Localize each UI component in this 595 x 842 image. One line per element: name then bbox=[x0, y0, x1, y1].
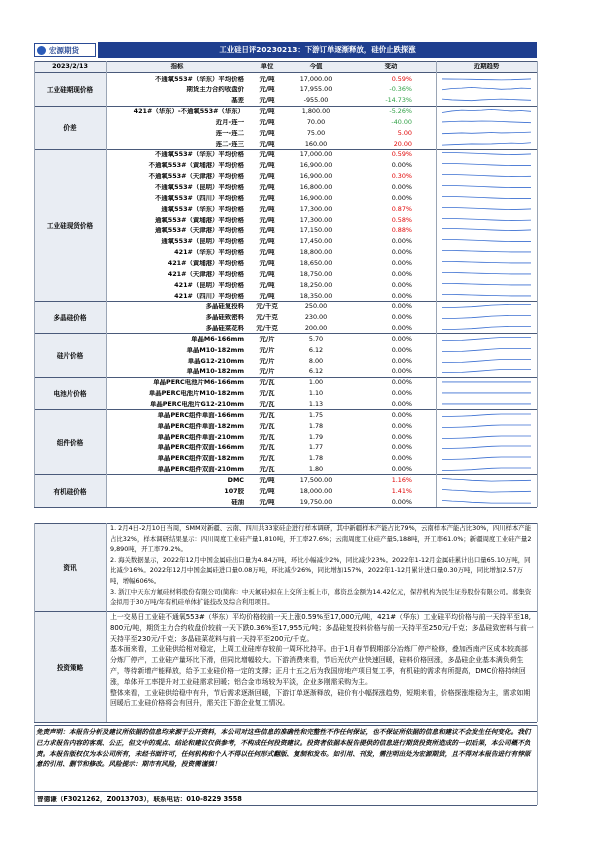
unit: 元/千克 bbox=[256, 303, 278, 310]
trend-sparkline bbox=[442, 324, 531, 332]
unit: 元/吨 bbox=[259, 184, 275, 191]
current-value: 16,900.00 bbox=[299, 173, 333, 180]
indicator-name: 单晶PERC电池片G12-210mm bbox=[149, 401, 244, 408]
trend-line bbox=[442, 370, 531, 373]
current-value: 1.13 bbox=[308, 401, 324, 408]
grid-line bbox=[537, 523, 538, 722]
unit: 元/吨 bbox=[259, 162, 275, 169]
trend-sparkline bbox=[442, 400, 531, 408]
current-value: 160.00 bbox=[304, 140, 328, 147]
category-label: 硅片价格 bbox=[34, 333, 106, 376]
current-value: 1.00 bbox=[308, 379, 324, 386]
change-value: 1.41% bbox=[391, 487, 412, 495]
grid-line bbox=[34, 523, 35, 722]
trend-sparkline bbox=[442, 335, 531, 343]
trend-sparkline bbox=[442, 150, 531, 158]
trend-sparkline bbox=[442, 292, 531, 300]
unit: 元/吨 bbox=[259, 270, 275, 278]
trend-line bbox=[442, 283, 531, 285]
current-value: 1.78 bbox=[308, 422, 324, 430]
trend-sparkline bbox=[442, 389, 531, 397]
change-value: 0.00% bbox=[391, 238, 412, 245]
current-value: 17,000.00 bbox=[299, 151, 333, 158]
current-value: 17,000.00 bbox=[299, 75, 333, 82]
current-value: 8.00 bbox=[308, 357, 324, 364]
change-value: 0.00% bbox=[391, 379, 412, 386]
trend-sparkline bbox=[442, 107, 531, 115]
change-value: 0.00% bbox=[391, 259, 412, 267]
trend-sparkline bbox=[442, 226, 531, 234]
trend-sparkline bbox=[442, 75, 531, 83]
trend-sparkline bbox=[442, 281, 531, 289]
current-value: 1,800.00 bbox=[301, 108, 331, 115]
unit: 元/吨 bbox=[259, 216, 275, 223]
trend-line bbox=[442, 272, 531, 274]
strategy-paragraph: 整体来看，工业硅供给稳中有升，节后需求逐渐回暖，下游订单逐渐释放，硅价有小幅探涨趋势，短期来看，价格探涨维稳为主，需求如期回暖后工业硅价格将会有回升，需关注下游企业复工情况。 bbox=[110, 688, 531, 708]
indicator-name: 通氧553#（昆明）平均价格 bbox=[161, 238, 244, 245]
trend-sparkline bbox=[442, 346, 531, 354]
trend-sparkline bbox=[442, 205, 531, 213]
indicator-name: 单晶PERC电池片M10-182mm bbox=[148, 390, 244, 397]
grid-line bbox=[34, 722, 537, 723]
unit: 元/吨 bbox=[259, 487, 275, 495]
current-value: 17,450.00 bbox=[299, 238, 333, 245]
current-value: -955.00 bbox=[303, 97, 329, 104]
grid-line bbox=[34, 72, 537, 73]
trend-line bbox=[442, 153, 531, 155]
trend-sparkline bbox=[442, 129, 531, 137]
trend-line bbox=[442, 132, 531, 134]
indicator-name: 单晶M10-182mm bbox=[186, 346, 244, 354]
current-value: 18,000.00 bbox=[299, 487, 333, 495]
grid-line bbox=[34, 725, 537, 726]
indicator-name: 421#（黄埔港）平均价格 bbox=[167, 259, 244, 267]
grid-line bbox=[34, 805, 537, 806]
indicator-name: 单晶M10-182mm bbox=[186, 368, 244, 375]
current-value: 1.75 bbox=[308, 411, 324, 419]
change-value: 0.00% bbox=[391, 314, 412, 321]
info-paragraph: 2. 海关数据显示，2022年12月中国金属硅出口量为4.84万吨，环比小幅减少2%，同比减少23%。2022年1-12月金属硅累计出口量65.10万吨，同比减少16%。2022年12月中国金属硅进口量0.08万吨，环比减少26%，同比增加157%，2022年1-12月累计进口量0.30万吨，同比增加2.57万吨，增幅606%。 bbox=[110, 555, 531, 585]
unit: 元/吨 bbox=[259, 108, 275, 115]
change-value: 0.00% bbox=[391, 401, 412, 408]
indicator-name: DMC bbox=[227, 476, 244, 484]
grid-line bbox=[34, 474, 537, 475]
trend-sparkline bbox=[442, 454, 531, 462]
current-value: 230.00 bbox=[304, 314, 328, 321]
trend-line bbox=[442, 457, 531, 460]
current-value: 17,300.00 bbox=[299, 216, 333, 223]
trend-sparkline bbox=[442, 270, 531, 278]
unit: 元/瓦 bbox=[259, 390, 275, 397]
change-value: 5.00 bbox=[397, 129, 412, 137]
unit: 元/瓦 bbox=[259, 401, 275, 408]
change-value: 0.00% bbox=[391, 335, 412, 343]
trend-sparkline bbox=[442, 498, 531, 506]
unit: 元/吨 bbox=[259, 476, 275, 484]
trend-line bbox=[442, 78, 531, 79]
info-text bbox=[110, 523, 534, 611]
grid-line bbox=[34, 149, 537, 150]
trend-line bbox=[442, 337, 531, 340]
change-value: 0.00% bbox=[391, 303, 412, 310]
indicator-name: 硅油 bbox=[231, 498, 244, 506]
indicator-name: 单晶PERC电池片M6-166mm bbox=[153, 379, 244, 386]
indicator-name: 不通氧553#（四川）平均价格 bbox=[155, 194, 244, 202]
trend-sparkline bbox=[442, 140, 531, 148]
current-value: 16,900.00 bbox=[299, 162, 333, 169]
indicator-name: 单晶G12-210mm bbox=[187, 357, 244, 364]
trend-sparkline bbox=[442, 216, 531, 224]
grid-line bbox=[34, 106, 537, 107]
current-value: 1.78 bbox=[308, 455, 324, 462]
indicator-name: 多晶硅复投料 bbox=[205, 303, 244, 310]
indicator-name: 通氧553#（华东）平均价格 bbox=[161, 205, 244, 213]
grid-line bbox=[34, 61, 537, 62]
grid-line bbox=[34, 301, 537, 302]
trend-line bbox=[442, 326, 531, 329]
unit: 元/吨 bbox=[259, 259, 275, 267]
trend-sparkline bbox=[442, 118, 531, 126]
trend-line bbox=[442, 142, 531, 144]
grid-line bbox=[34, 611, 537, 612]
trend-line bbox=[442, 218, 531, 220]
trend-sparkline bbox=[442, 422, 531, 430]
trend-line bbox=[442, 446, 531, 449]
change-value: 0.00% bbox=[391, 162, 412, 169]
trend-sparkline bbox=[442, 96, 531, 104]
current-value: 250.00 bbox=[304, 303, 328, 310]
unit: 元/瓦 bbox=[259, 466, 275, 473]
indicator-name: 421#（华东）平均价格 bbox=[174, 249, 244, 256]
current-value: 17,300.00 bbox=[299, 205, 333, 213]
trend-sparkline bbox=[442, 259, 531, 267]
unit: 元/吨 bbox=[259, 238, 275, 245]
trend-line bbox=[442, 88, 531, 90]
unit: 元/吨 bbox=[259, 292, 275, 299]
indicator-name: 连一-连二 bbox=[215, 129, 244, 137]
change-value: -14.73% bbox=[385, 97, 412, 104]
unit: 元/瓦 bbox=[259, 433, 275, 440]
trend-sparkline bbox=[442, 433, 531, 441]
trend-sparkline bbox=[442, 313, 531, 321]
trend-line bbox=[442, 489, 531, 492]
current-value: 18,750.00 bbox=[299, 270, 333, 278]
trend-line bbox=[442, 240, 531, 242]
indicator-name: 421#（天津港）平均价格 bbox=[167, 270, 244, 278]
trend-sparkline bbox=[442, 476, 531, 484]
trend-sparkline bbox=[442, 237, 531, 245]
trend-sparkline bbox=[442, 85, 531, 93]
change-value: 0.00% bbox=[391, 411, 412, 419]
trend-sparkline bbox=[442, 378, 531, 386]
current-value: 1.10 bbox=[308, 390, 324, 397]
indicator-name: 单晶PERC组件单面-166mm bbox=[157, 411, 244, 419]
trend-sparkline bbox=[442, 357, 531, 365]
change-value: -0.36% bbox=[389, 86, 412, 93]
change-value: 0.00% bbox=[391, 368, 412, 375]
trend-line bbox=[442, 261, 531, 263]
current-value: 19,750.00 bbox=[299, 498, 333, 506]
trend-sparkline bbox=[442, 183, 531, 191]
indicator-name: 多晶硅致密料 bbox=[205, 314, 244, 321]
current-value: 17,500.00 bbox=[299, 476, 333, 484]
unit: 元/瓦 bbox=[259, 379, 275, 386]
indicator-name: 不通氧553#（华东）平均价格 bbox=[155, 75, 244, 82]
trend-sparkline bbox=[442, 248, 531, 256]
trend-line bbox=[442, 121, 531, 123]
trend-line bbox=[442, 359, 531, 362]
unit: 元/吨 bbox=[259, 173, 275, 180]
trend-line bbox=[442, 196, 531, 198]
indicator-name: 近月-连一 bbox=[215, 118, 244, 126]
current-value: 6.12 bbox=[308, 346, 324, 354]
change-value: 0.00% bbox=[391, 184, 412, 191]
unit: 元/瓦 bbox=[259, 422, 275, 430]
header-unit: 单位 bbox=[260, 63, 274, 70]
current-value: 1.80 bbox=[308, 466, 324, 473]
strategy-paragraph: 上一交易日工业硅不通氧553#（华东）平均价格较前一天上涨0.59%至17,000元/吨，421#（华东）工业硅平均价格与前一天持平至18,800元/吨，期货主力合约收盘价较前一天下跌0.36%至17,955元/吨；多晶硅复投料价格与前一天持平至250元/千克；多晶硅致密料与前一天持平至230元/千克；多晶硅菜花料与前一天持平至200元/千克。 bbox=[110, 613, 534, 643]
unit: 元/片 bbox=[259, 346, 275, 354]
indicator-name: 单晶PERC组件单面-210mm bbox=[157, 433, 244, 440]
change-value: 0.00% bbox=[391, 444, 412, 451]
change-value: 0.30% bbox=[391, 173, 412, 180]
trend-sparkline bbox=[442, 302, 531, 310]
trend-sparkline bbox=[442, 194, 531, 202]
trend-line bbox=[442, 414, 531, 417]
current-value: 70.00 bbox=[306, 118, 326, 126]
indicator-name: 单晶PERC组件双面-166mm bbox=[157, 444, 244, 451]
trend-line bbox=[442, 305, 531, 308]
trend-line bbox=[442, 229, 531, 231]
info-paragraph: 3. 浙江中天东方氟硅材料股份有限公司(简称：中天氟硅)拟在上交所主板上市，募资总金额为14.42亿元，保荐机构为民生证券股份有限公司。募集资金拟用于30万吨/年有机硅单体扩能技改及综合利用项目。 bbox=[110, 587, 532, 607]
info-paragraph: 1. 2月4日-2月10日当周，SMM对新疆、云南、四川共33家硅企进行样本调研，其中新疆样本产能占比79%，云南样本产能占比30%，四川样本产能占比32%，样本调研结果显示：四川周度工业硅产量1,810吨，开工率27.6%；云南周度工业硅产量5,188吨，开工率61.0%；新疆周度工业硅产量29,890吨，开工率79.2%。 bbox=[110, 524, 532, 554]
header-date: 2023/2/13 bbox=[52, 63, 88, 70]
current-value: 18,350.00 bbox=[299, 292, 333, 299]
trend-line bbox=[442, 478, 531, 481]
report-title: 工业硅日评20230213：下游订单逐渐释放，硅价止跌探涨 bbox=[219, 45, 416, 54]
indicator-name: 多晶硅菜花料 bbox=[205, 325, 244, 332]
strategy-paragraph: 基本面来看，工业硅供给相对稳定，上周工业硅库存较前一周环比持平。由于1月春节假期部分冶炼厂停产检修，叠加西南产区成本较高部分炼厂停产，工业硅产量环比下滑，但同比增幅较大。下游消费来看，节后光伏产业快速回暖，硅料价格回涨，多晶硅企业基本满负荷生产，等待新增产能释放，给予工业硅价格一定的支撑；正月十五之后为我国房地产项目复工季，有机硅的需求有所提高，DMC价格持续回涨，单体开工率提升对工业硅需求回暖；铝合金市场较为平淡，企业多刚需采购为主。 bbox=[110, 645, 528, 686]
indicator-name: 连二-连三 bbox=[215, 140, 244, 147]
indicator-name: 单晶M6-166mm bbox=[191, 335, 244, 343]
unit: 元/吨 bbox=[259, 281, 275, 289]
change-value: -5.26% bbox=[389, 108, 412, 115]
trend-sparkline bbox=[442, 465, 531, 473]
trend-sparkline bbox=[442, 487, 531, 495]
indicator-name: 107胶 bbox=[224, 487, 244, 495]
unit: 元/片 bbox=[259, 357, 275, 364]
unit: 元/吨 bbox=[259, 118, 275, 126]
category-label: 工业硅现货价格 bbox=[34, 149, 106, 301]
indicator-name: 通氧553#（黄埔港）平均价格 bbox=[155, 216, 244, 223]
indicator-name: 421#（华东）-不通氧553#（华东） bbox=[133, 108, 244, 115]
unit: 元/吨 bbox=[259, 227, 275, 234]
trend-line bbox=[442, 436, 531, 439]
current-value: 6.12 bbox=[308, 368, 324, 375]
grid-line bbox=[106, 61, 107, 507]
unit: 元/瓦 bbox=[259, 455, 275, 462]
change-value: 0.59% bbox=[391, 151, 412, 158]
grid-line bbox=[106, 523, 107, 722]
current-value: 18,800.00 bbox=[299, 249, 333, 256]
strategy-category: 投资策略 bbox=[34, 612, 106, 722]
trend-line bbox=[442, 207, 531, 209]
change-value: 0.00% bbox=[391, 281, 412, 289]
unit: 元/瓦 bbox=[259, 444, 275, 451]
grid-line bbox=[34, 791, 537, 792]
grid-line bbox=[537, 725, 538, 805]
indicator-name: 不通氧553#（华东）平均价格 bbox=[155, 151, 244, 158]
current-value: 1.79 bbox=[308, 433, 324, 440]
header-indicator: 指标 bbox=[170, 63, 184, 70]
unit: 元/瓦 bbox=[259, 411, 275, 419]
trend-line bbox=[442, 174, 531, 176]
indicator-name: 不通氧553#（黄埔港）平均价格 bbox=[148, 162, 244, 169]
current-value: 200.00 bbox=[304, 325, 328, 332]
grid-line bbox=[34, 507, 537, 508]
current-value: 18,250.00 bbox=[299, 281, 333, 289]
change-value: 0.00% bbox=[391, 249, 412, 256]
grid-line bbox=[34, 377, 537, 378]
current-value: 16,800.00 bbox=[299, 184, 333, 191]
change-value: 0.58% bbox=[391, 216, 412, 223]
change-value: 0.00% bbox=[391, 325, 412, 332]
unit: 元/吨 bbox=[259, 140, 275, 147]
logo-text: 宏源期货 bbox=[49, 46, 79, 55]
indicator-name: 421#（四川）平均价格 bbox=[174, 292, 244, 299]
grid-line bbox=[34, 409, 537, 410]
grid-line bbox=[34, 725, 35, 805]
change-value: 1.16% bbox=[391, 476, 412, 484]
trend-sparkline bbox=[442, 172, 531, 180]
category-label: 组件价格 bbox=[34, 409, 106, 474]
change-value: 0.00% bbox=[391, 292, 412, 299]
trend-sparkline bbox=[442, 161, 531, 169]
logo-globe-icon bbox=[37, 46, 46, 55]
trend-sparkline bbox=[442, 367, 531, 375]
trend-sparkline bbox=[442, 443, 531, 451]
change-value: 0.00% bbox=[391, 390, 412, 397]
trend-line bbox=[442, 164, 531, 166]
unit: 元/千克 bbox=[256, 314, 278, 321]
grid-line bbox=[34, 333, 537, 334]
grid-line bbox=[436, 61, 437, 507]
info-category: 资讯 bbox=[34, 523, 106, 611]
change-value: 0.00% bbox=[391, 357, 412, 364]
unit: 元/吨 bbox=[259, 129, 275, 137]
current-value: 1.77 bbox=[308, 444, 324, 451]
indicator-name: 单晶PERC组件双面-182mm bbox=[157, 455, 244, 462]
indicator-name: 单晶PERC组件双面-210mm bbox=[157, 466, 244, 473]
current-value: 17,955.00 bbox=[299, 86, 333, 93]
unit: 元/吨 bbox=[259, 97, 275, 104]
logo bbox=[34, 43, 96, 57]
indicator-name: 期货主力合约收盘价 bbox=[186, 86, 244, 93]
trend-line bbox=[442, 348, 531, 351]
change-value: 0.00% bbox=[391, 498, 412, 506]
category-label: 电池片价格 bbox=[34, 377, 106, 410]
grid-line bbox=[34, 61, 35, 507]
change-value: 0.00% bbox=[391, 455, 412, 462]
strategy-text bbox=[110, 612, 534, 722]
unit: 元/吨 bbox=[259, 194, 275, 202]
current-value: 18,650.00 bbox=[299, 259, 333, 267]
category-label: 有机硅价格 bbox=[34, 474, 106, 507]
unit: 元/千克 bbox=[256, 325, 278, 332]
change-value: 20.00 bbox=[393, 140, 412, 147]
change-value: 0.00% bbox=[391, 346, 412, 354]
header-trend: 近期趋势 bbox=[473, 63, 500, 70]
indicator-name: 421#（昆明）平均价格 bbox=[174, 281, 244, 289]
unit: 元/吨 bbox=[259, 498, 275, 506]
trend-line bbox=[442, 316, 531, 319]
current-value: 75.00 bbox=[306, 129, 326, 137]
trend-line bbox=[442, 294, 531, 296]
indicator-name: 单晶PERC组件单面-182mm bbox=[157, 422, 244, 430]
unit: 元/片 bbox=[259, 335, 275, 343]
grid-line bbox=[537, 61, 538, 507]
change-value: 0.59% bbox=[391, 75, 412, 82]
analyst-info: 曾德谦（F3021262，Z0013703），联系电话：010-8229 3558 bbox=[37, 796, 242, 803]
change-value: 0.88% bbox=[391, 227, 412, 234]
trend-line bbox=[442, 500, 531, 503]
unit: 元/吨 bbox=[259, 75, 275, 82]
indicator-name: 不通氧553#（昆明）平均价格 bbox=[155, 184, 244, 191]
trend-line bbox=[442, 425, 531, 428]
trend-line bbox=[442, 250, 531, 252]
change-value: 0.87% bbox=[391, 205, 412, 213]
change-value: 0.00% bbox=[391, 270, 412, 278]
unit: 元/吨 bbox=[259, 151, 275, 158]
unit: 元/吨 bbox=[259, 86, 275, 93]
category-label: 工业硅期现价格 bbox=[34, 73, 106, 106]
unit: 元/吨 bbox=[259, 249, 275, 256]
unit: 元/吨 bbox=[259, 205, 275, 213]
trend-line bbox=[442, 185, 531, 187]
current-value: 17,150.00 bbox=[299, 227, 333, 234]
indicator-name: 不通氧553#（天津港）平均价格 bbox=[148, 173, 244, 180]
change-value: 0.00% bbox=[391, 466, 412, 473]
change-value: 0.00% bbox=[391, 433, 412, 440]
trend-line bbox=[442, 99, 531, 101]
category-label: 多晶硅价格 bbox=[34, 301, 106, 334]
change-value: 0.00% bbox=[391, 422, 412, 430]
grid-line bbox=[34, 523, 537, 524]
trend-sparkline bbox=[442, 411, 531, 419]
trend-line bbox=[442, 109, 531, 112]
trend-line bbox=[442, 468, 531, 471]
change-value: 0.00% bbox=[391, 194, 412, 202]
unit: 元/片 bbox=[259, 368, 275, 375]
current-value: 16,900.00 bbox=[299, 194, 333, 202]
change-value: -40.00 bbox=[391, 118, 412, 126]
header-change: 变动 bbox=[384, 63, 398, 70]
header-value: 今值 bbox=[309, 63, 323, 70]
category-label: 价差 bbox=[34, 106, 106, 149]
current-value: 5.70 bbox=[308, 335, 324, 343]
indicator-name: 通氧553#（天津港）平均价格 bbox=[155, 227, 244, 234]
disclaimer: 免责声明：本报告分析及建议所依据的信息均来源于公开资料，本公司对这些信息的准确性和完整性不作任何保证，也不保证所依据的信息和建议不会发生任何变化。我们已力求报告内容的客观、公正，但文中的观点、结论和建议仅供参考，不构成任何投资建议。投资者依据本报告提供的信息进行期货投资所造成的一切后果，本公司概不负责。本报告版权仅为本公司所有，未经书面许可，任何机构和个人不得以任何形式翻版、复制和发布。如引用、刊发，需注明出处为宏源期货，且不得对本报告进行有悖原意的引用、删节和修改。风险提示：期市有风险，投资需谨慎！ bbox=[36, 728, 531, 769]
indicator-name: 基差 bbox=[231, 97, 244, 104]
